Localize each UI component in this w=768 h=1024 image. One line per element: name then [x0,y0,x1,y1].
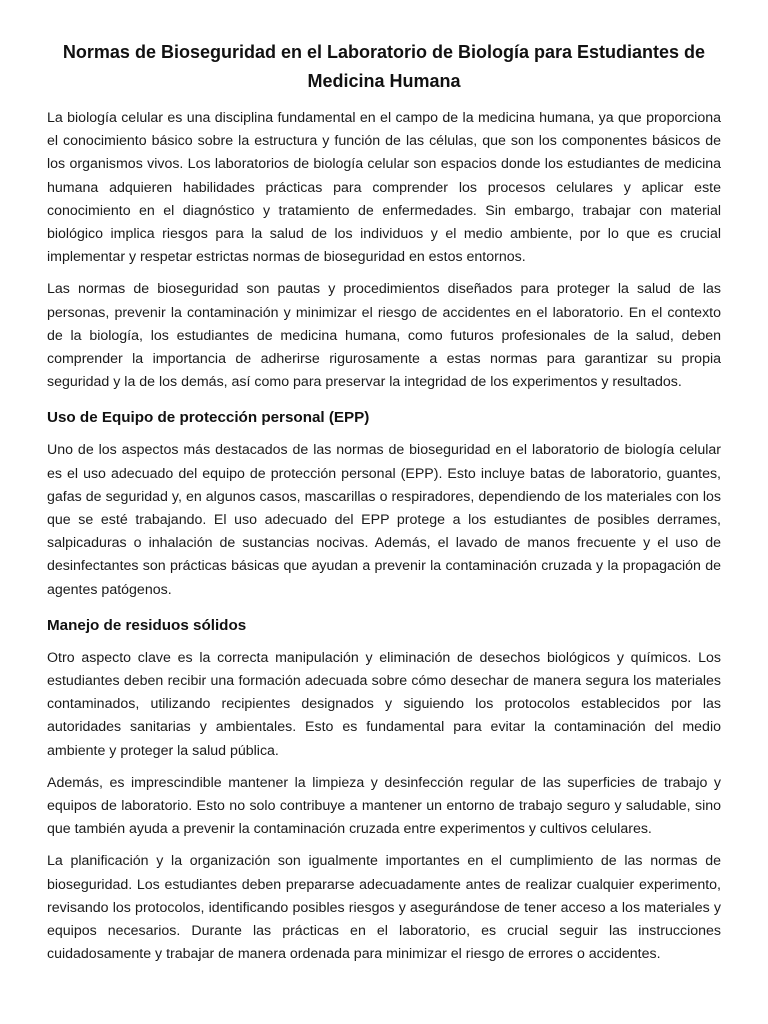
section-paragraph: La planificación y la organización son igualmente importantes en el cumplimiento de las normas de bioseguridad. Los estudiantes deben prepararse adecuadamente antes de realizar cualquier experimento, revisando los protocolos, identificando posibles riesgos y asegurándose de tener acceso a los materiales y equipos necesarios. Durante las prácticas en el laboratorio, es crucial seguir las instrucciones cuidadosamente y trabajar de manera ordenada para minimizar el riesgo de errores o accidentes. [47,853,721,963]
intro-paragraph: La biología celular es una disciplina fundamental en el campo de la medicina humana, ya que proporciona el conocimiento básico sobre la estructura y función de las células, que son los componentes básicos de los organismos vivos. Los laboratorios de biología celular son espacios donde los estudiantes de medicina humana adquieren habilidades prácticas para comprender los procesos celulares y aplicar este conocimiento en el diagnóstico y tratamiento de enfermedades. Sin embargo, trabajar con material biológico implica riesgos para la salud de los individuos y el medio ambiente, por lo que es crucial implementar y respetar estrictas normas de bioseguridad en estos entornos. [47,110,721,266]
section-heading-epp: Uso de Equipo de protección personal (EPP) [47,409,370,427]
section-paragraph: Además, es imprescindible mantener la limpieza y desinfección regular de las superficies de trabajo y equipos de laboratorio. Esto no solo contribuye a mantener un entorno de trabajo seguro y saludable, sino que también ayuda a prevenir la contaminación cruzada entre experimentos y cultivos celulares. [47,774,721,838]
document-title: Normas de Bioseguridad en el Laboratorio de Biología para Estudiantes de Medicina Humana [62,42,706,91]
document-page [47,38,721,976]
section-paragraph: Uno de los aspectos más destacados de las normas de bioseguridad en el laboratorio de biología celular es el uso adecuado del equipo de protección personal (EPP). Esto incluye batas de laboratorio, guantes, gafas de seguridad y, en algunos casos, mascarillas o respiradores, dependiendo de los materiales con los que se esté trabajando. El uso adecuado del EPP protege a los estudiantes de posibles derrames, salpicaduras o inhalación de sustancias nocivas. Además, el lavado de manos frecuente y el uso de desinfectantes son prácticas básicas que ayudan a prevenir la contaminación cruzada y la propagación de agentes patógenos. [47,442,721,598]
intro-paragraph: Las normas de bioseguridad son pautas y procedimientos diseñados para proteger la salud de las personas, prevenir la contaminación y minimizar el riesgo de accidentes en el laboratorio. En el contexto de la biología, los estudiantes de medicina humana, como futuros profesionales de la salud, deben comprender la importancia de adherirse rigurosamente a estas normas para garantizar su propia seguridad y la de los demás, así como para preservar la integridad de los experimentos y resultados. [47,281,721,391]
section-heading-residuos: Manejo de residuos sólidos [47,616,247,634]
section-paragraph: Otro aspecto clave es la correcta manipulación y eliminación de desechos biológicos y químicos. Los estudiantes deben recibir una formación adecuada sobre cómo desechar de manera segura los materiales contaminados, utilizando recipientes designados y siguiendo los protocolos establecidos por las autoridades sanitarias y ambientales. Esto es fundamental para evitar la contaminación del medio ambiente y proteger la salud pública. [47,649,721,759]
